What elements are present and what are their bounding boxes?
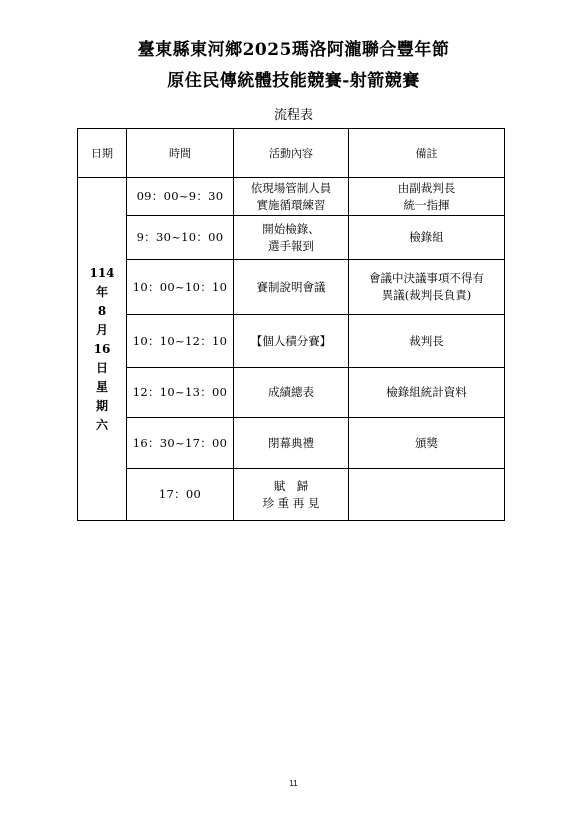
- note-cell: [349, 260, 505, 315]
- activity-cell: 成績總表: [234, 368, 349, 418]
- note-cell: 頒獎: [349, 418, 505, 469]
- document-subtitle: 流程表: [273, 108, 313, 123]
- date-day: 16: [93, 341, 111, 356]
- column-header-activity: 活動內容: [234, 129, 349, 178]
- table-row: [78, 315, 505, 368]
- activity-line-1: 依現場管制人員: [250, 180, 332, 195]
- activity-line-1: 賦 歸: [273, 478, 309, 493]
- schedule-table: [77, 128, 505, 521]
- time-cell: 12：10~13：00: [127, 368, 234, 418]
- table-row: [78, 368, 505, 418]
- table-header-row: [78, 129, 505, 178]
- date-weekday-2: 期: [95, 398, 108, 413]
- note-line-1: 由副裁判長: [397, 180, 456, 195]
- document-title-line1: 臺東縣東河鄉2025瑪洛阿瀧聯合豐年節: [137, 40, 450, 60]
- column-header-date: 日期: [78, 129, 127, 178]
- table-row: [78, 178, 505, 216]
- date-year-unit: 年: [95, 284, 108, 299]
- column-header-note: 備註: [349, 129, 505, 178]
- activity-cell: 賽制說明會議: [234, 260, 349, 315]
- time-cell: 10：10~12：10: [127, 315, 234, 368]
- note-cell: [349, 469, 505, 521]
- date-year: 114: [89, 265, 115, 280]
- activity-line-2: 實施循環練習: [256, 197, 326, 212]
- note-cell: 檢錄組統計資料: [349, 368, 505, 418]
- table-row: [78, 260, 505, 315]
- activity-line-2: 珍 重 再 見: [262, 495, 320, 510]
- page-number: 11: [289, 779, 298, 788]
- activity-cell: 【個人積分賽】: [234, 315, 349, 368]
- time-cell: 17：00: [127, 469, 234, 521]
- table-row: [78, 216, 505, 260]
- note-line-1: 會議中決議事項不得有: [369, 271, 484, 285]
- time-cell: 9：30~10：00: [127, 216, 234, 260]
- note-line-2: 異議(裁判長負責): [381, 288, 472, 302]
- note-cell: [349, 178, 505, 216]
- date-weekday-3: 六: [95, 417, 108, 432]
- date-month: 8: [97, 303, 107, 318]
- date-month-unit: 月: [95, 322, 108, 337]
- date-weekday-1: 星: [95, 379, 108, 394]
- table-row: [78, 418, 505, 469]
- table-row: [78, 469, 505, 521]
- activity-cell: [234, 178, 349, 216]
- activity-cell: [234, 216, 349, 260]
- document-title-line2: 原住民傳統體技能競賽-射箭競賽: [167, 71, 420, 91]
- column-header-time: 時間: [127, 129, 234, 178]
- note-line-2: 統一指揮: [403, 197, 450, 212]
- activity-line-2: 選手報到: [268, 238, 314, 253]
- date-day-unit: 日: [95, 360, 108, 375]
- date-cell: [78, 178, 127, 521]
- note-cell: 檢錄組: [349, 216, 505, 260]
- time-cell: 09：00~9：30: [127, 178, 234, 216]
- activity-cell: [234, 469, 349, 521]
- time-cell: 10：00~10：10: [127, 260, 234, 315]
- activity-line-1: 開始檢錄、: [262, 221, 320, 236]
- note-cell: 裁判長: [349, 315, 505, 368]
- activity-cell: 閉幕典禮: [234, 418, 349, 469]
- time-cell: 16：30~17：00: [127, 418, 234, 469]
